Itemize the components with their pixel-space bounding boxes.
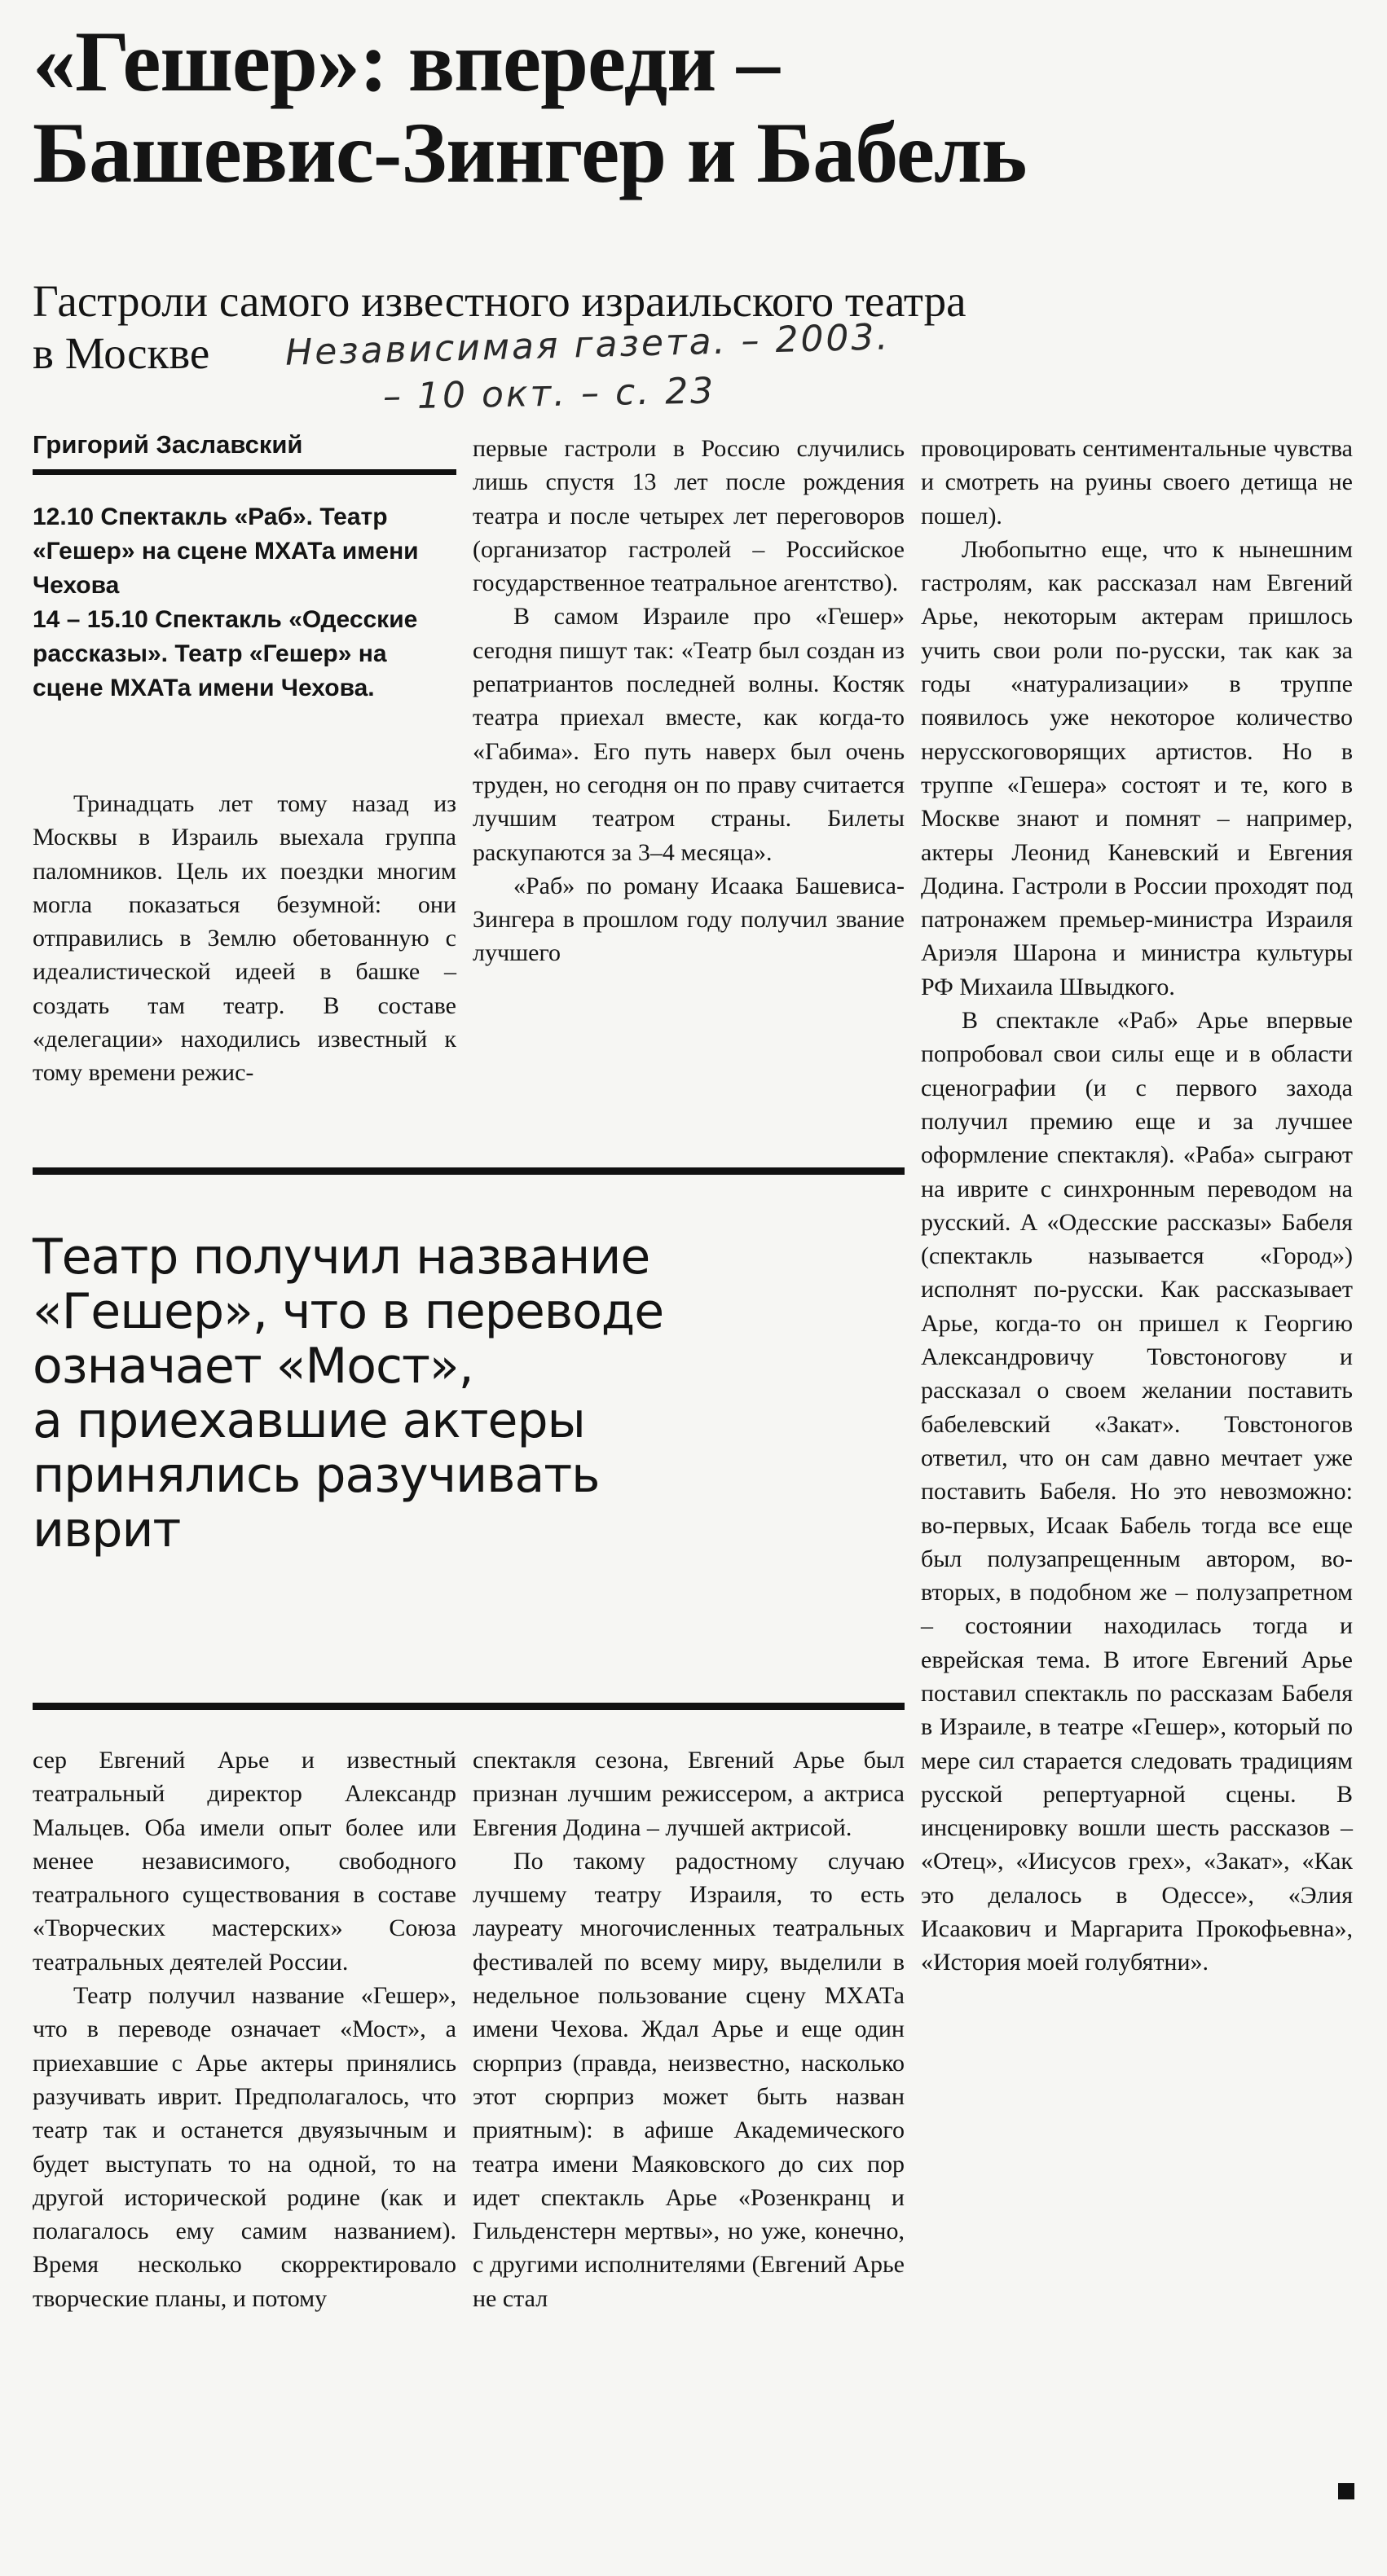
pull-quote-top-rule	[33, 1167, 905, 1175]
author-rule	[33, 469, 456, 475]
author-byline: Григорий Заславский	[33, 430, 303, 459]
pull-quote-line: принялись разучивать	[33, 1447, 600, 1504]
pull-quote-line: означает «Мост»,	[33, 1338, 473, 1395]
headline-line-2: Башевис-Зингер и Бабель	[33, 105, 1027, 200]
pull-quote-line: иврит	[33, 1501, 181, 1558]
top-column-2	[473, 432, 905, 970]
handwritten-note-line-1: Независимая газета. – 2003.	[284, 316, 892, 374]
paragraph: провоцировать сентиментальные чувства и смотреть на руины своего детища не пошел).	[921, 435, 1353, 530]
paragraph: В самом Израиле про «Гешер» сегодня пишут так: «Театр был создан из репатриантов последней волны. Костяк театра приехал вместе, как когда-то «Габима». Его путь наверх был очень труден, но сегодня он по праву считается лучшим театром страны. Билеты раскупаются за 3–4 месяца».	[473, 603, 905, 866]
article-end-mark	[1338, 2483, 1354, 2499]
paragraph: Тринадцать лет тому назад из Москвы в Израиль выехала группа паломников. Цель их поездки многим могла показаться безумной: они отправились в Землю обетованную с идеалистической идеей в башке – создать там театр. В составе «делегации» находились известный к тому времени режис-	[33, 790, 456, 1087]
pull-quote-bottom-rule	[33, 1703, 905, 1710]
pull-quote-line: Театр получил название	[33, 1229, 650, 1286]
paragraph: В спектакле «Раб» Арье впервые попробовал свои силы еще и в области сценографии (и с первого захода получил премию еще и за лучшее оформление спектакля). «Раба» сыграют на иврите с синхронным переводом на русский. А «Одесские рассказы» Бабеля (спектакль называется «Город») исполнят по-русски. Как рассказывает Арье, когда-то он пришел к Георгию Александровичу Товстоногову и рассказал о своем желании поставить бабелевский «Закат». Товстоногов ответил, что он сам давно мечтает уже поставить Бабеля. Но это невозможно: во-первых, Исаак Бабель тогда все еще был полузапрещенным автором, во-вторых, в подобном же – полузапретном – состоянии находилась тогда и еврейская тема. В итоге Евгений Арье поставил спектакль по рассказам Бабеля в Израиле, в театре «Гешер», который по мере сил старается следовать традициям русской репертуарной сцены. В инсценировку вошли шесть рассказов – «Отец», «Иисусов грех», «Закат», «Как это делалось в Одессе», «Элия Исаакович и Маргарита Прокофьевна», «История моей голубятни».	[921, 1007, 1353, 1976]
schedule-item-1: 12.10 Спектакль «Раб». Театр «Гешер» на сцене МХАТа имени Чехова	[33, 503, 419, 599]
bottom-column-1	[33, 1743, 456, 2315]
bottom-column-2	[473, 1743, 905, 2315]
schedule	[33, 500, 456, 706]
paragraph: первые гастроли в Россию случились лишь спустя 13 лет после рождения театра и после четырех лет переговоров (организатор гастролей – Российское государственное театральное агентство).	[473, 435, 905, 597]
subheadline-line-2: в Москве	[33, 328, 210, 378]
pull-quote-line: а приехавшие актеры	[33, 1392, 585, 1449]
handwritten-note-line-2: – 10 окт. – с. 23	[382, 370, 716, 418]
paragraph: спектакля сезона, Евгений Арье был признан лучшим режиссером, а актриса Евгения Додина – лучшей актрисой.	[473, 1747, 905, 1841]
paragraph: сер Евгений Арье и известный театральный директор Александр Мальцев. Оба имели опыт более или менее независимого, свободного театрального существования в составе «Творческих мастерских» Союза театральных деятелей России.	[33, 1747, 456, 1976]
subheadline-line-1: Гастроли самого известного израильского театра	[33, 276, 966, 326]
pull-quote-line: «Гешер», что в переводе	[33, 1283, 664, 1340]
paragraph: Любопытно еще, что к нынешним гастролям, как рассказал нам Евгений Арье, некоторым актерам пришлось учить свои роли по-русски, так как за годы «натурализации» в труппе появилось уже некоторое количество нерусскоговорящих артистов. Но в труппе «Гешера» состоят и те, кого в Москве знают и помнят – например, актеры Леонид Каневский и Евгения Додина. Гастроли в России проходят под патронажем премьер-министра Израиля Ариэля Шарона и министра культуры РФ Михаила Швыдкого.	[921, 535, 1353, 1000]
top-column-1	[33, 787, 456, 1090]
paragraph: Театр получил название «Гешер», что в переводе означает «Мост», а приехавшие с Арье актеры принялись разучивать иврит. Предполагалось, что театр так и останется двуязычным и будет выступать то на одной, то на другой исторической родине (как и полагалось ему самим названием). Время несколько скорректировало творческие планы, и потому	[33, 1982, 456, 2312]
schedule-item-2: 14 – 15.10 Спектакль «Одесские рассказы». Театр «Гешер» на сцене МХАТа имени Чехова.	[33, 606, 418, 701]
headline	[33, 16, 1353, 199]
right-column	[921, 432, 1353, 1980]
pull-quote	[33, 1230, 896, 1558]
paragraph: «Раб» по роману Исаака Башевиса-Зингера в прошлом году получил звание лучшего	[473, 872, 905, 967]
headline-line-1: «Гешер»: впереди –	[33, 14, 779, 109]
paragraph: По такому радостному случаю лучшему театру Израиля, то есть лауреату многочисленных театральных фестивалей по всему миру, выделили в недельное пользование сцену МХАТа имени Чехова. Ждал Арье и еще один сюрприз (правда, неизвестно, насколько этот сюрприз может быть назван приятным): в афише Академического театра имени Маяковского до сих пор идет спектакль Арье «Розенкранц и Гильденстерн мертвы», но уже, конечно, с другими исполнителями (Евгений Арье не стал	[473, 1847, 905, 2312]
